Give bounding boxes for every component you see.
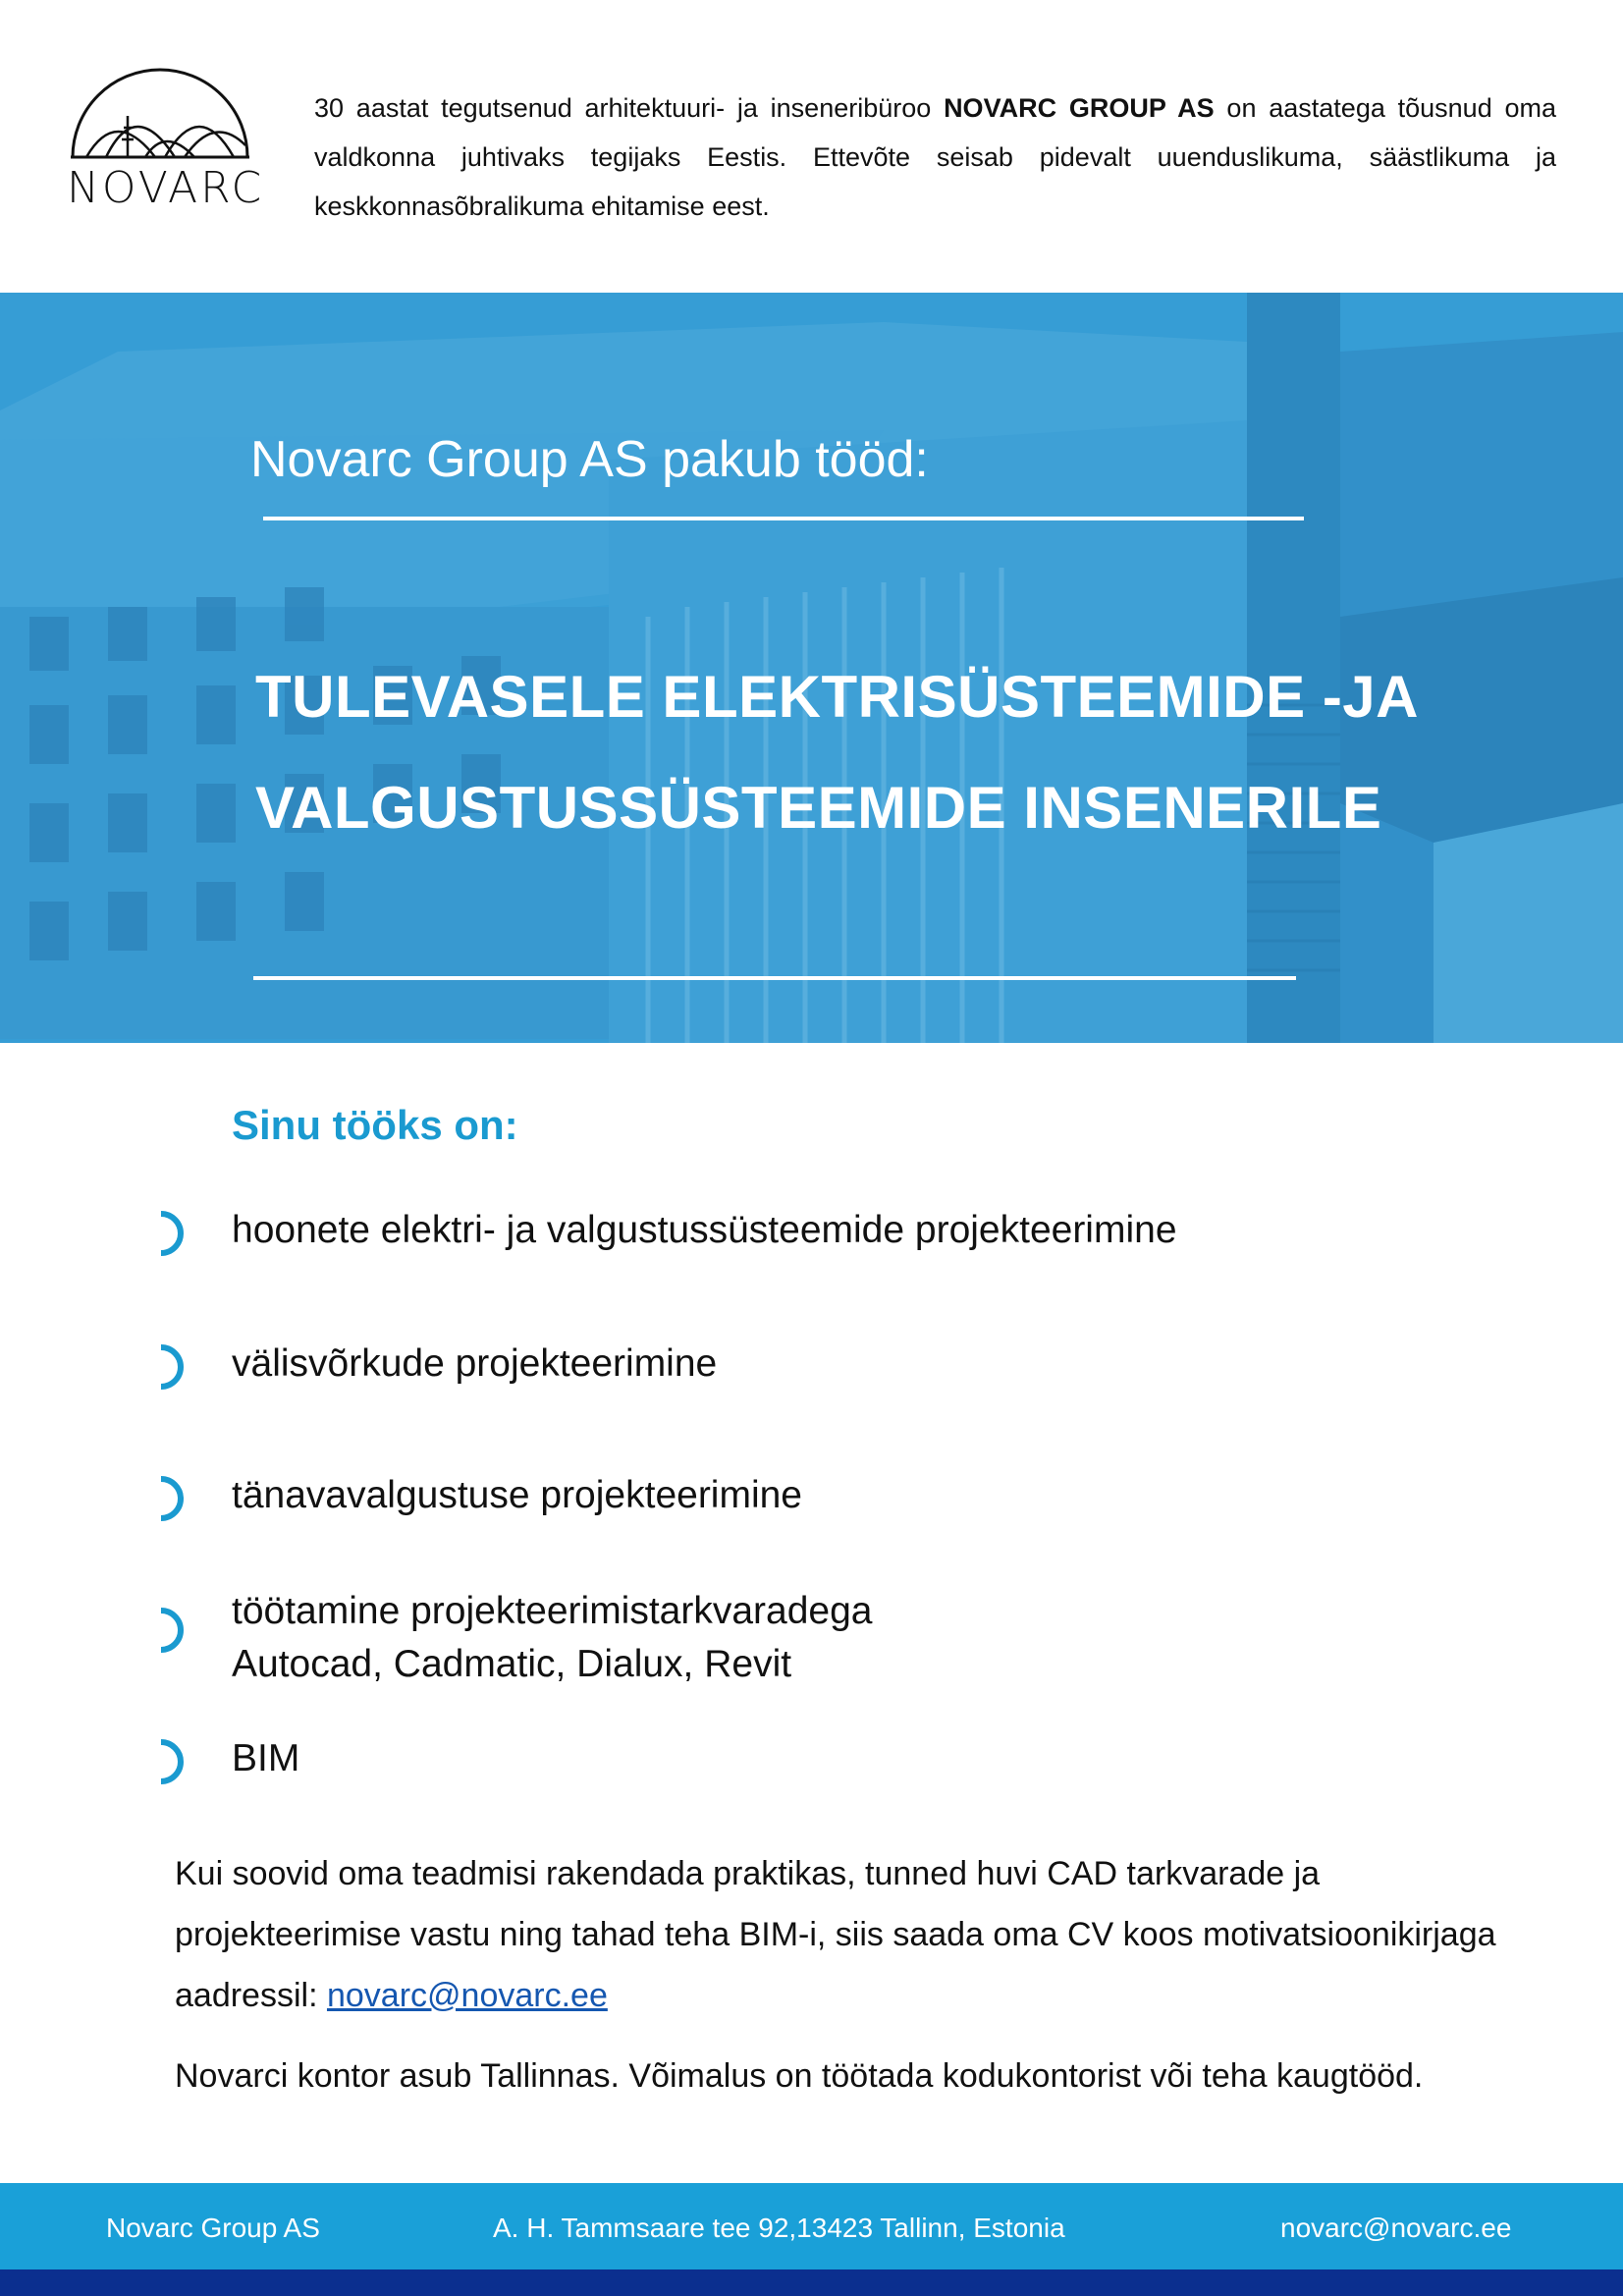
duty-item-label <box>232 1585 1508 1691</box>
company-intro <box>314 83 1556 231</box>
intro-text-end: on aastatega tõusnud oma valdkonna juhtivaks tegijaks Eestis. Ettevõte seisab pidevalt uuenduslikuma, säästlikuma ja keskkonnasõbralikuma ehitamise eest. <box>314 93 1557 221</box>
duties-heading: Sinu tööks on: <box>232 1102 518 1148</box>
duty-item-label: BIM <box>232 1737 300 1779</box>
duty-item-line-2: Autocad, Cadmatic, Dialux, Revit <box>232 1643 792 1685</box>
header <box>0 0 1623 293</box>
footer-address: A. H. Tammsaare tee 92,13423 Tallinn, Estonia <box>493 2213 1065 2243</box>
job-title-line-2: VALGUSTUSSÜSTEEMIDE INSENERILE <box>255 775 1382 841</box>
arc-bullet-icon <box>157 1736 200 1785</box>
logo-arc-icon <box>67 67 253 165</box>
job-title <box>255 641 1532 863</box>
footer-company: Novarc Group AS <box>106 2213 320 2243</box>
arc-bullet-icon <box>157 1208 200 1257</box>
arc-bullet-icon <box>157 1473 200 1522</box>
hero-banner <box>0 293 1623 1043</box>
arc-bullet-icon <box>157 1341 200 1391</box>
hero-divider-bottom <box>253 976 1296 980</box>
application-paragraph <box>175 1843 1549 2026</box>
duty-item-label: tänavavalgustuse projekteerimine <box>232 1474 803 1516</box>
application-text: Kui soovid oma teadmisi rakendada praktikas, tunned huvi CAD tarkvarade ja projekteerimise vastu ning tahad teha BIM-i, siis saada oma CV koos motivatsioonikirjaga aadressil: <box>175 1855 1496 2014</box>
intro-text-start: 30 aastat tegutsenud arhitektuuri- ja inseneribüroo <box>314 93 945 123</box>
duty-item-label: välisvõrkude projekteerimine <box>232 1342 718 1385</box>
duty-item-line-1: töötamine projekteerimistarkvaradega <box>232 1590 873 1632</box>
arc-bullet-icon <box>157 1605 200 1654</box>
footer-bottom-bar <box>0 2269 1623 2296</box>
footer-email[interactable]: novarc@novarc.ee <box>1280 2213 1512 2243</box>
novarc-logo <box>67 67 265 213</box>
job-title-line-1: TULEVASELE ELEKTRISÜSTEEMIDE -JA <box>255 664 1420 730</box>
hero-divider-top <box>263 517 1304 520</box>
footer <box>0 2183 1623 2269</box>
office-paragraph: Novarci kontor asub Tallinnas. Võimalus on töötada kodukontorist või teha kaugtööd. <box>175 2057 1424 2095</box>
email-link[interactable]: novarc@novarc.ee <box>326 1977 608 2014</box>
hero-subtitle: Novarc Group AS pakub tööd: <box>250 431 929 488</box>
intro-company-name: NOVARC GROUP AS <box>944 93 1215 123</box>
logo-text: NOVARC <box>67 163 265 213</box>
duty-item-label: hoonete elektri- ja valgustussüsteemide projekteerimine <box>232 1209 1177 1251</box>
